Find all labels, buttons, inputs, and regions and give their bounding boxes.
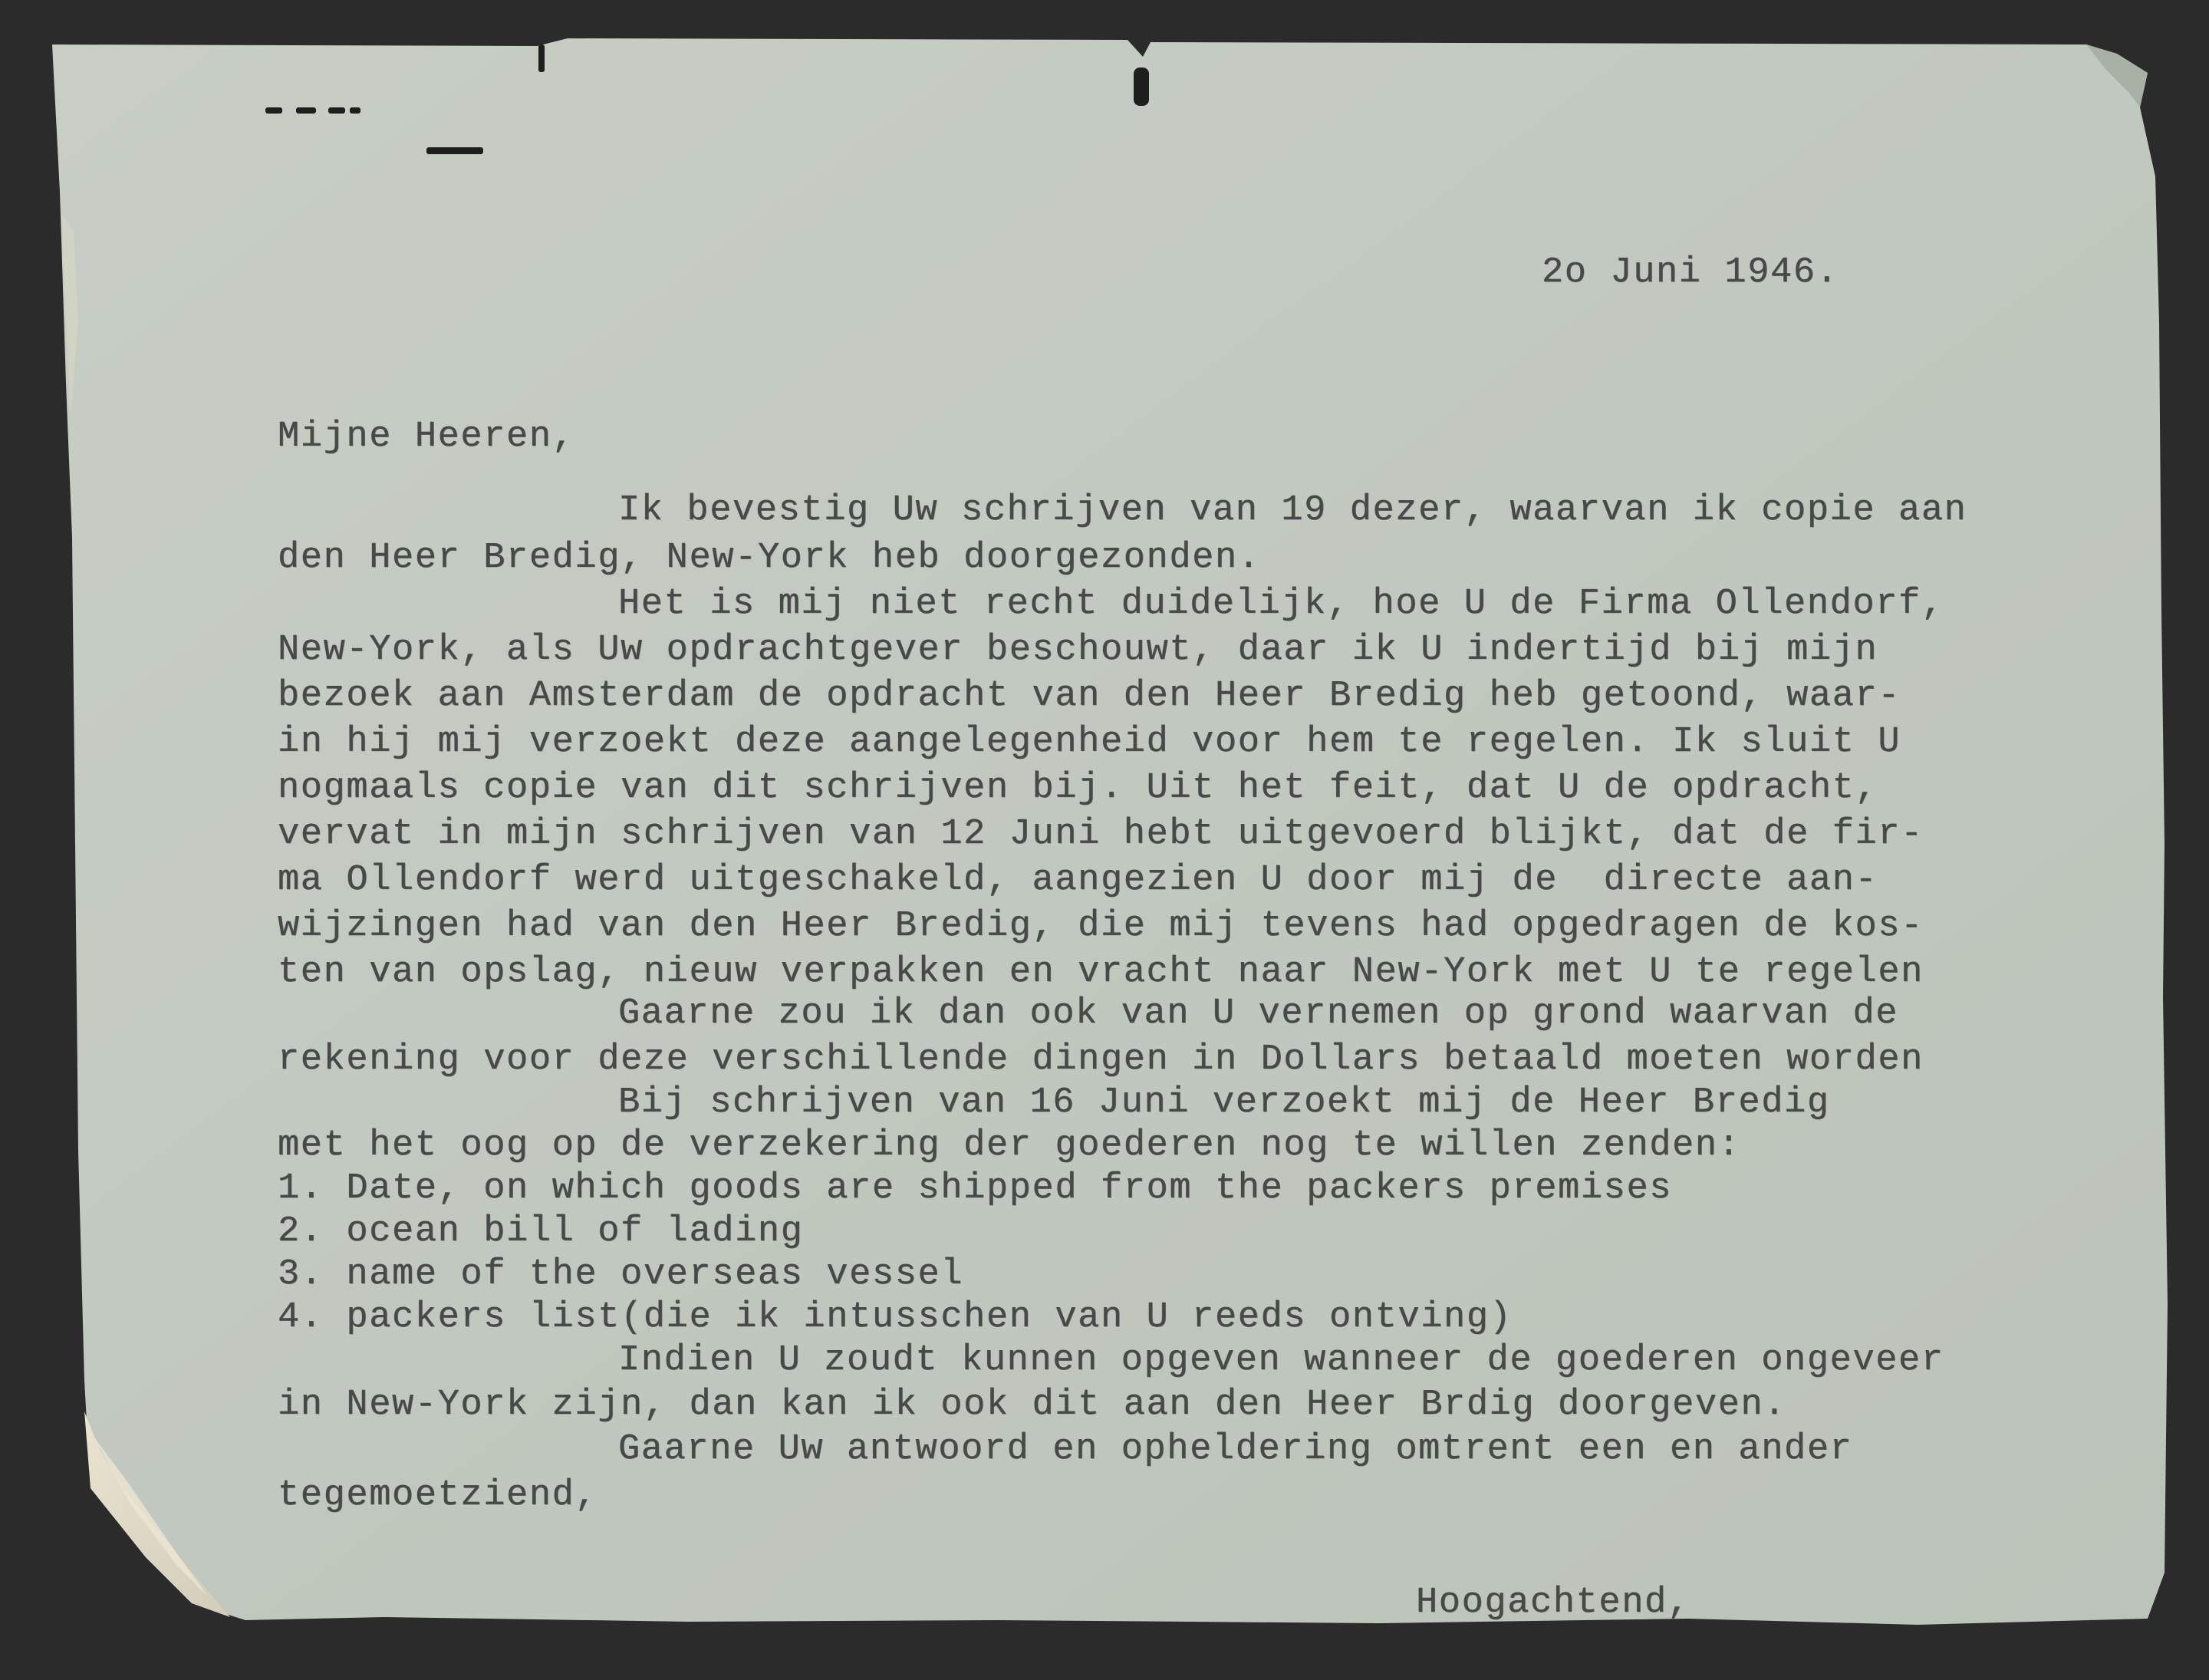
ink-dash [426,147,483,154]
letter-list-item: 2. ocean bill of lading [278,1211,804,1252]
letter-line: met het oog op de verzekering der goederen nog te willen zenden: [278,1125,1741,1166]
letter-list-item: 4. packers list(die ik intusschen van U reeds ontving) [278,1297,1513,1338]
letter-date: 2o Juni 1946. [1542,252,1839,293]
letter-closing: Hoogachtend, [1416,1583,1690,1623]
letter-list-item: 1. Date, on which goods are shipped from the packers premises [278,1168,1673,1209]
letter-line: ma Ollendorf werd uitgeschakeld, aangezien U door mij de directe aan- [278,860,1878,901]
letter-line: wijzingen had van den Heer Bredig, die mij tevens had opgedragen de kos- [278,906,1924,947]
letter-line: den Heer Bredig, New-York heb doorgezonden. [278,538,1261,578]
letter-line: New-York, als Uw opdrachtgever beschouwt, daar ik U indertijd bij mijn [278,630,1878,670]
ink-dash [328,107,345,114]
ink-blot [538,44,545,72]
letter-line: vervat in mijn schrijven van 12 Juni hebt uitgevoerd blijkt, dat de fir- [278,814,1924,855]
letter-line: Ik bevestig Uw schrijven van 19 dezer, waarvan ik copie aan [618,490,1967,531]
letter-line: nogmaals copie van dit schrijven bij. Uit het feit, dat U de opdracht, [278,768,1878,809]
letter-line: in hij mij verzoekt deze aangelegenheid voor hem te regelen. Ik sluit U [278,722,1901,763]
letter-line: tegemoetziend, [278,1475,598,1516]
letter-line: Gaarne zou ik dan ook van U vernemen op grond waarvan de [618,993,1899,1034]
letter-line: Indien U zoudt kunnen opgeven wanneer de goederen ongeveer [618,1340,1944,1381]
ink-blot [1134,68,1149,106]
letter-list-item: 3. name of the overseas vessel [278,1254,964,1295]
ink-dash [350,107,360,114]
ink-dash [296,107,316,114]
letter-line: Bij schrijven van 16 Juni verzoekt mij de Heer Bredig [618,1082,1830,1123]
letter-salutation: Mijne Heeren, [278,417,575,457]
letter-line: bezoek aan Amsterdam de opdracht van den Heer Bredig heb getoond, waar- [278,676,1901,716]
letter-line: ten van opslag, nieuw verpakken en vracht naar New-York met U te regelen [278,952,1924,993]
letter-line: in New-York zijn, dan kan ik ook dit aan den Heer Brdig doorgeven. [278,1385,1787,1425]
ink-dash [265,107,282,114]
letter-line: Gaarne Uw antwoord en opheldering omtrent een en ander [618,1429,1853,1470]
letter-line: rekening voor deze verschillende dingen in Dollars betaald moeten worden [278,1039,1924,1080]
letter-line: Het is mij niet recht duidelijk, hoe U de Firma Ollendorf, [618,584,1944,624]
